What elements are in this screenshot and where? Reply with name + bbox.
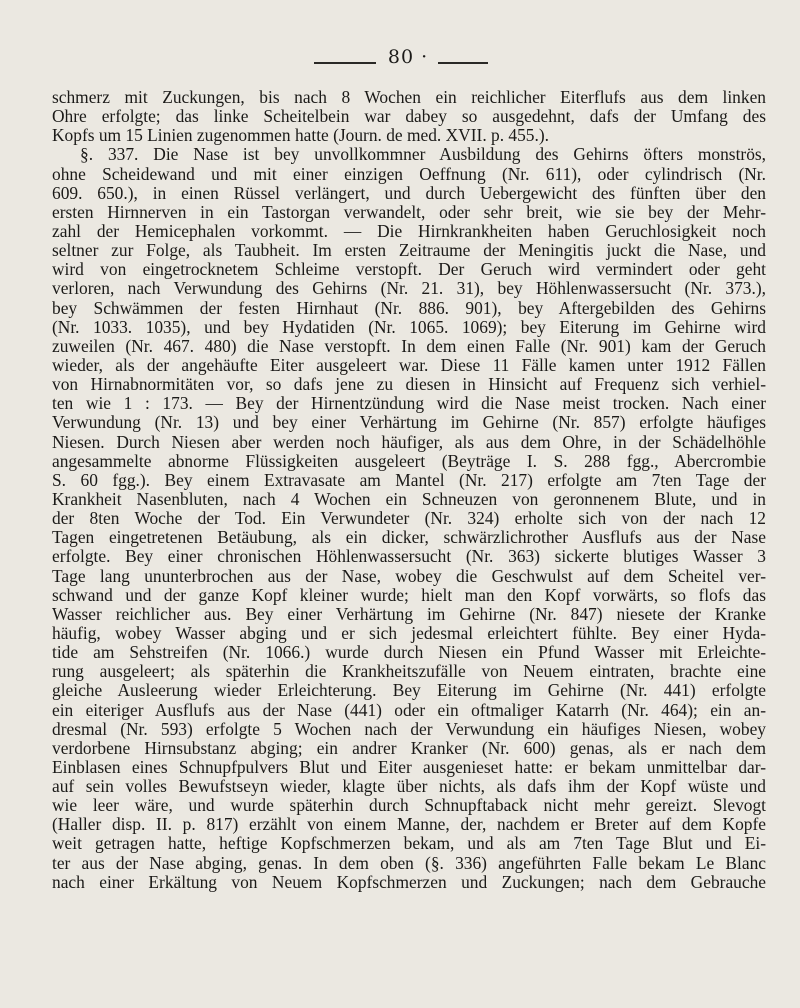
text-line: (Nr. 1033. 1035), und bey Hydatiden (Nr. 1065. 1069); bey Eiterung im Gehirne wird — [52, 317, 766, 337]
text-line: Einblasen eines Schnupfpulvers Blut und Eiter ausgenieset hatte: er bekam unmittelbar dar- — [52, 757, 766, 777]
text-line: der 8ten Woche der Tod. Ein Verwundeter (Nr. 324) erholte sich von der nach 12 — [52, 509, 766, 529]
text-line: Niesen. Durch Niesen aber werden noch häufiger, als aus dem Ohre, in der Schädelhöhle — [52, 432, 766, 452]
text-line: häufig, wobey Wasser abging und er sich jedesmal erleichtert fühlte. Bey einer Hyda- — [52, 623, 766, 643]
text-line: verdorbene Hirnsubstanz abging; ein andrer Kranker (Nr. 600) genas, als er nach dem — [52, 738, 766, 758]
text-line: schmerz mit Zuckungen, bis nach 8 Wochen ein reichlicher Eiterflufs aus dem linken — [52, 88, 766, 107]
text-line: verloren, nach Verwundung des Gehirns (Nr. 21. 31), bey Höhlenwassersucht (Nr. 373.), — [52, 279, 766, 299]
text-line: ohne Scheidewand und mit einer einzigen Oeffnung (Nr. 611), oder cylindrisch (Nr. — [52, 164, 766, 184]
text-line: erfolgte. Bey einer chronischen Höhlenwassersucht (Nr. 363) sickerte blutiges Wasser 3 — [52, 547, 766, 567]
page-header — [0, 40, 800, 80]
text-line: seltner zur Folge, als Taubheit. Im ersten Zeitraume der Meningitis juckt die Nase, und — [52, 241, 766, 261]
text-line: ter aus der Nase abging, genas. In dem oben (§. 336) angeführten Falle bekam Le Blanc — [52, 853, 766, 873]
body-text — [52, 88, 766, 892]
text-line: von Hirnabnormitäten vor, so dafs jene zu diesen in Hinsicht auf Frequenz sich verhiel- — [52, 375, 766, 395]
header-rule-right — [438, 62, 488, 64]
text-line: Krankheit Nasenbluten, nach 4 Wochen ein Schneuzen von geronnenem Blute, und in — [52, 489, 766, 509]
text-line: Tage lang ununterbrochen aus der Nase, wobey die Geschwulst auf dem Scheitel ver- — [52, 566, 766, 586]
text-line: ersten Hirnnerven in ein Tastorgan verwandelt, oder sehr breit, wie sie bey der Mehr- — [52, 202, 766, 222]
text-line: zuweilen (Nr. 467. 480) die Nase verstopft. In dem einen Falle (Nr. 901) kam der Geruch — [52, 336, 766, 356]
text-line: weit getragen hatte, heftige Kopfschmerzen bekam, und als am 7ten Tage Blut und Ei- — [52, 834, 766, 854]
text-line: Ohre erfolgte; das linke Scheitelbein war dabey so ausgedehnt, dafs der Umfang des — [52, 107, 766, 127]
text-line: bey Schwämmen der festen Hirnhaut (Nr. 886. 901), bey Aftergebilden des Gehirns — [52, 298, 766, 318]
text-line: tide am Sehstreifen (Nr. 1066.) wurde durch Niesen ein Pfund Wasser mit Erleichte- — [52, 643, 766, 663]
text-line: Kopfs um 15 Linien zugenommen hatte (Journ. de med. XVII. p. 455.). — [52, 126, 549, 146]
text-line: Wasser reichlicher aus. Bey einer Verhärtung im Gehirne (Nr. 847) niesete der Kranke — [52, 604, 766, 624]
text-line: nach einer Erkältung von Neuem Kopfschmerzen und Zuckungen; nach dem Gebrauche — [52, 872, 766, 892]
text-line: Tagen eingetretenen Betäubung, als ein dicker, schwärzlichrother Ausflufs aus der Nase — [52, 528, 766, 548]
text-line: wie leer wäre, und wurde späterhin durch Schnupftaback nicht mehr gereizt. Slevogt — [52, 796, 766, 816]
header-rule-left — [314, 62, 376, 64]
text-line: angesammelte abnorme Flüssigkeiten ausgeleert (Beyträge I. S. 288 fgg., Abercrombie — [52, 451, 766, 471]
text-line: Verwundung (Nr. 13) und bey einer Verhärtung im Gehirne (Nr. 857) erfolgte häufiges — [52, 413, 766, 433]
text-line: §. 337. Die Nase ist bey unvollkommner Ausbildung des Gehirns öfters monströs, — [80, 145, 766, 165]
text-line: wird von eingetrocknetem Schleime verstopft. Der Geruch wird vermindert oder geht — [52, 260, 766, 280]
text-line: zahl der Hemicephalen vorkommt. — Die Hirnkrankheiten haben Geruchlosigkeit noch — [52, 221, 766, 241]
text-line: (Haller disp. II. p. 817) erzählt von einem Manne, der, nachdem er Breter auf dem Kopfe — [52, 815, 766, 835]
text-line: S. 60 fgg.). Bey einem Extravasate am Mantel (Nr. 217) erfolgte am 7ten Tage der — [52, 470, 766, 490]
text-line: dresmal (Nr. 593) erfolgte 5 Wochen nach der Verwundung ein häufiges Niesen, wobey — [52, 719, 766, 739]
text-line: schwand und der ganze Kopf kleiner wurde; hielt man den Kopf vorwärts, so flofs das — [52, 585, 766, 605]
text-line: auf sein volles Bewufstseyn wieder, klagte über nichts, als dafs ihm der Kopf wüste und — [52, 777, 766, 797]
text-line: 609. 650.), in einen Rüssel verlängert, und durch Uebergewicht des fünften über den — [52, 183, 766, 203]
text-line: rung ausgeleert; als späterhin die Krankheitszufälle von Neuem eintraten, brachte eine — [52, 662, 766, 682]
text-line: ten wie 1 : 173. — Bey der Hirnentzündung wird die Nase meist trocken. Nach einer — [52, 394, 766, 414]
text-line: wieder, als der angehäufte Eiter ausgeleert war. Diese 11 Fälle kamen unter 1912 Fällen — [52, 355, 766, 375]
text-line: gleiche Ausleerung wieder Erleichterung. Bey Eiterung im Gehirne (Nr. 441) erfolgte — [52, 681, 766, 701]
page-number: 80 · — [387, 46, 429, 68]
text-line: ein eiteriger Ausflufs aus der Nase (441) oder ein oftmaliger Katarrh (Nr. 464); ein an- — [52, 700, 766, 720]
